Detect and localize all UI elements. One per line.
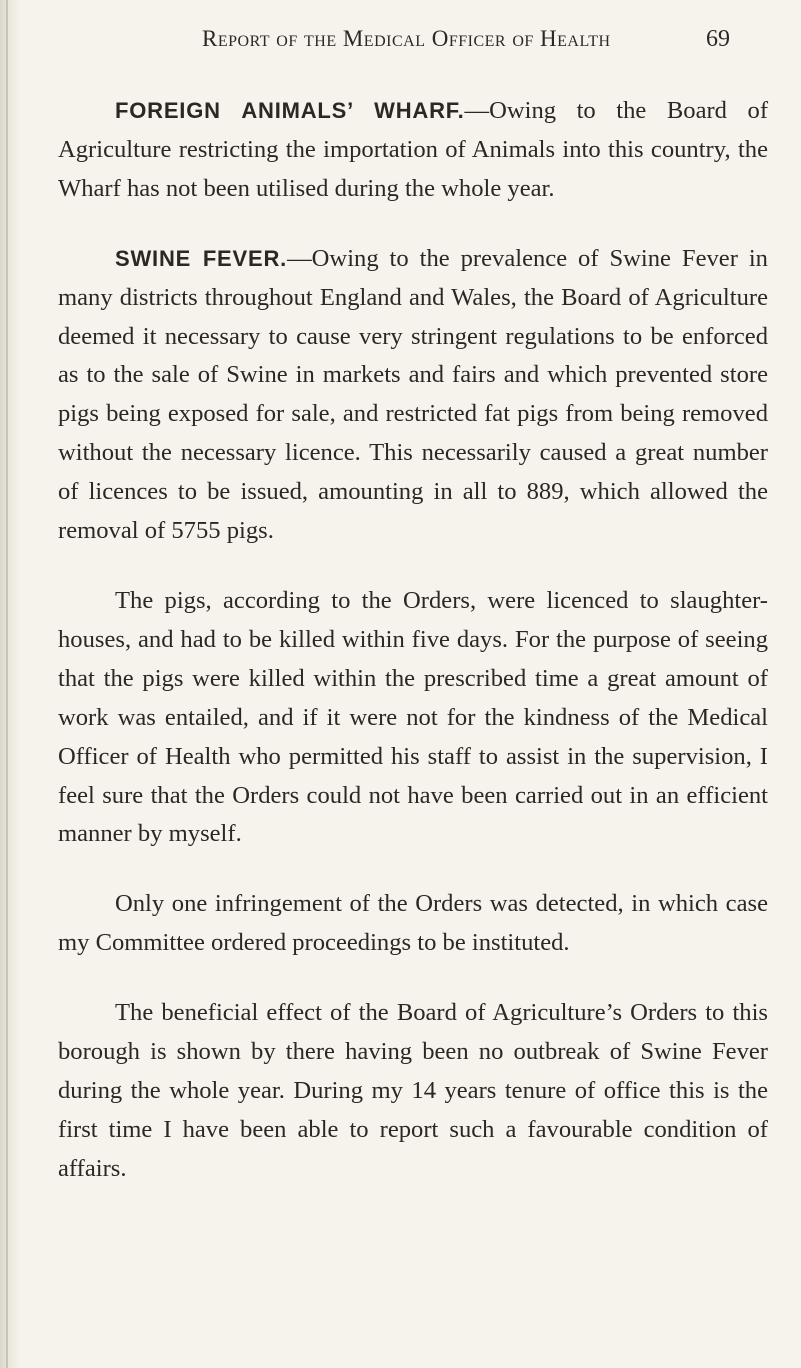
paragraph-text: —Owing to the prevalence of Swine Fever in many districts throughout England and Wales, the Board of Agriculture deemed it necessary to cause very stringent regulations to be enforced as to the sale of Swine in markets and fairs and which prevented store pigs being exposed for sale, and restricted fat pigs from being removed without the necessary licence. This necessarily caused a great number of licences to be issued, amounting in all to 889, which allowed the removal of 5755 pigs. <box>58 244 768 545</box>
page-binding-edge <box>0 0 20 1368</box>
paragraph-infringement: Only one infringement of the Orders was detected, in which case my Committee ordered proceedings to be instituted. <box>58 890 768 957</box>
page-number: 69 <box>706 26 730 52</box>
section-heading-foreign-animals-wharf: FOREIGN ANIMALS’ WHARF. <box>115 98 465 123</box>
running-head: Report of the Medical Officer of Health <box>202 26 611 51</box>
paragraph-swine-fever <box>58 240 768 551</box>
paragraph-text: —Owing to the Board of Agriculture restricting the importation of Animals into this country, the Wharf has not been utilised during the whole year. <box>58 97 769 202</box>
paragraph-foreign-animals-wharf <box>58 92 768 209</box>
paragraph-pigs-licenced: The pigs, according to the Orders, were licenced to slaughter-houses, and had to be killed within five days. For the purpose of seeing that the pigs were killed within the prescribed time a great amount of work was entailed, and if it were not for the kindness of the Medical Officer of Health who permitted his staff to assist in the supervision, I feel sure that the Orders could not have been carried out in an efficient manner by myself. <box>58 586 768 848</box>
body-text <box>58 92 768 1220</box>
page-header <box>0 22 801 58</box>
paragraph-beneficial-effect: The beneficial effect of the Board of Agriculture’s Orders to this borough is shown by there having been no outbreak of Swine Fever during the whole year. During my 14 years tenure of office this is the first time I have been able to report such a favourable condition of affairs. <box>58 999 768 1182</box>
binding-line <box>6 0 8 1368</box>
section-heading-swine-fever: SWINE FEVER. <box>115 245 288 271</box>
